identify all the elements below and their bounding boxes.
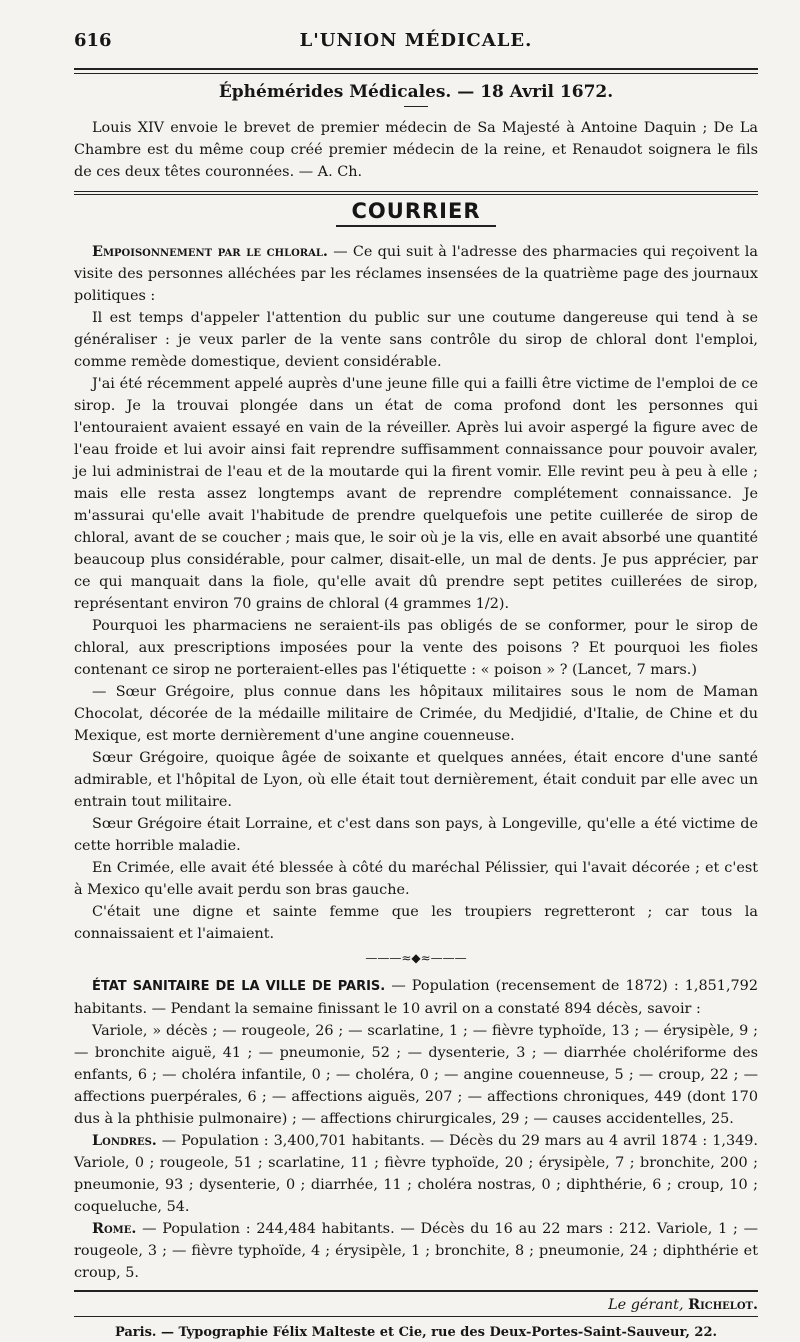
- page-header: [74, 30, 758, 64]
- ephemerides-text: Louis XIV envoie le brevet de premier médecin de Sa Majesté à Antoine Daquin ; De La Chambre est du même coup créé premier médecin de la reine, et Renaudot soignera le fils de ces deux têtes couronnées. — A. Ch.: [74, 120, 758, 180]
- rome-lead: Rome.: [92, 1220, 137, 1237]
- courrier-heading: COURRIER: [351, 199, 481, 223]
- ephemerides-rule: [404, 106, 428, 107]
- gerant-name: Richelot.: [688, 1296, 758, 1313]
- londres-paragraph: [74, 1130, 758, 1218]
- courrier-paragraph-6: Sœur Grégoire était Lorraine, et c'est dans son pays, à Longeville, qu'elle a été victime de cette horrible maladie.: [74, 816, 758, 854]
- courrier-paragraph-2: J'ai été récemment appelé auprès d'une jeune fille qui a failli être victime de l'emploi de ce sirop. Je la trouvai plongée dans un état de coma profond dont les personnes qui l'entouraient avaient essayé en vain de la réveiller. Après lui avoir aspergé la figure avec de l'eau froide et lui avoir ainsi fait reprendre suffisamment connaissance pour pouvoir avaler, je lui administrai de l'eau et de la moutarde qui la firent vomir. Elle revint peu à peu à elle ; mais elle resta assez longtemps avant de reprendre complétement connaissance. Je m'assurai qu'elle avait l'habitude de prendre quelquefois une petite cuillerée de sirop de chloral, avant de se coucher ; mais que, le soir où je la vis, elle en avait absorbé une quantité beaucoup plus considérable, pour calmer, disait-elle, un mal de dents. Je pus apprécier, par ce qui manquait dans la fiole, qu'elle avait dû prendre sept petites cuillerées de sirop, représentant environ 70 grains de chloral (4 grammes 1/2).: [74, 376, 758, 612]
- section-divider: [74, 191, 758, 195]
- rome-text: — Population : 244,484 habitants. — Décès du 16 au 22 mars : 212. Variole, 1 ; — rougeole, 3 ; — fièvre typhoïde, 4 ; érysipèle, 1 ; bronchite, 8 ; pneumonie, 24 ; diphthérie et croup, 5.: [74, 1221, 758, 1281]
- gerant-signature: [74, 1296, 758, 1313]
- courrier-paragraph-4: — Sœur Grégoire, plus connue dans les hôpitaux militaires sous le nom de Maman Chocolat, décorée de la médaille militaire de Crimée, du Medjidié, d'Italie, de Chine et du Mexique, est morte dernièrement d'une angine couenneuse.: [74, 684, 758, 744]
- ornament-divider: ———≈◆≈———: [365, 951, 467, 965]
- printer-imprint: Paris. — Typographie Félix Malteste et Cie, rue des Deux-Portes-Saint-Sauveur, 22.: [114, 1325, 718, 1340]
- courrier-paragraph-3: Pourquoi les pharmaciens ne seraient-ils pas obligés de se conformer, pour le sirop de chloral, aux prescriptions imposées pour la vente des poisons ? Et pourquoi les fioles contenant ce sirop ne porteraient-elles pas l'étiquette : « poison » ? (Lancet, 7 mars.): [74, 618, 758, 678]
- journal-title: L'UNION MÉDICALE.: [299, 30, 533, 51]
- etat-heading: ÉTAT SANITAIRE DE LA VILLE DE PARIS.: [92, 979, 386, 994]
- courrier-paragraph-8: C'était une digne et sainte femme que les troupiers regretteront ; car tous la connaissaient et l'aimaient.: [74, 904, 758, 942]
- closing-rule: [74, 1290, 758, 1292]
- courrier-rule: [336, 225, 496, 227]
- courrier-paragraph-5: Sœur Grégoire, quoique âgée de soixante et quelques années, était encore d'une santé admirable, et l'hôpital de Lyon, où elle était tout dernièrement, était conduit par elle avec un entrain tout militaire.: [74, 750, 758, 810]
- chloral-paragraph: [74, 241, 758, 307]
- footer-rule: [74, 1316, 758, 1317]
- courrier-paragraph-7: En Crimée, elle avait été blessée à côté du maréchal Pélissier, qui l'avait décorée ; et c'est à Mexico qu'elle avait perdu son bras gauche.: [74, 860, 758, 898]
- header-rule-thin: [74, 73, 758, 74]
- rome-paragraph: [74, 1218, 758, 1284]
- courrier-paragraph-1: Il est temps d'appeler l'attention du public sur une coutume dangereuse qui tend à se généraliser : je veux parler de la vente sans contrôle du sirop de chloral dont l'emploi, comme remède domestique, devient considérable.: [74, 310, 758, 370]
- page-number: 616: [74, 30, 112, 51]
- etat-paragraph: [74, 975, 758, 1020]
- londres-text: — Population : 3,400,701 habitants. — Décès du 29 mars au 4 avril 1874 : 1,349. Variole, 0 ; rougeole, 51 ; scarlatine, 11 ; fièvre typhoïde, 20 ; érysipèle, 7 ; bronchite, 200 ; pneumonie, 93 ; dysenterie, 0 ; diarrhée, 11 ; choléra nostras, 0 ; diphthérie, 6 ; croup, 10 ; coqueluche, 54.: [74, 1133, 758, 1215]
- etat-intro: — Population (recensement de 1872) : 1,851,792 habitants. — Pendant la semaine finissant le 10 avril on a constaté 894 décès, savoir :: [74, 978, 758, 1017]
- chloral-intro: — Ce qui suit à l'adresse des pharmacies qui reçoivent la visite des personnes alléchées par les réclames insensées de la quatrième page des journaux politiques :: [74, 244, 758, 304]
- chloral-lead: Empoisonnement par le chloral.: [92, 243, 328, 260]
- londres-lead: Londres.: [92, 1132, 157, 1149]
- etat-causes: Variole, » décès ; — rougeole, 26 ; — scarlatine, 1 ; — fièvre typhoïde, 13 ; — érysipèle, 9 ; — bronchite aiguë, 41 ; — pneumonie, 52 ; — dysenterie, 3 ; — diarrhée cholériforme des enfants, 6 ; — choléra infantile, 0 ; — choléra, 0 ; — angine couenneuse, 5 ; — croup, 22 ; — affections puerpérales, 6 ; — affections aiguës, 207 ; — affections chroniques, 449 (dont 170 dus à la phthisie pulmonaire) ; — affections chirurgicales, 29 ; — causes accidentelles, 25.: [74, 1023, 758, 1127]
- ephemerides-title: Éphémérides Médicales. — 18 Avril 1672.: [218, 82, 614, 102]
- header-rule: [74, 68, 758, 70]
- gerant-label: Le gérant,: [608, 1297, 684, 1313]
